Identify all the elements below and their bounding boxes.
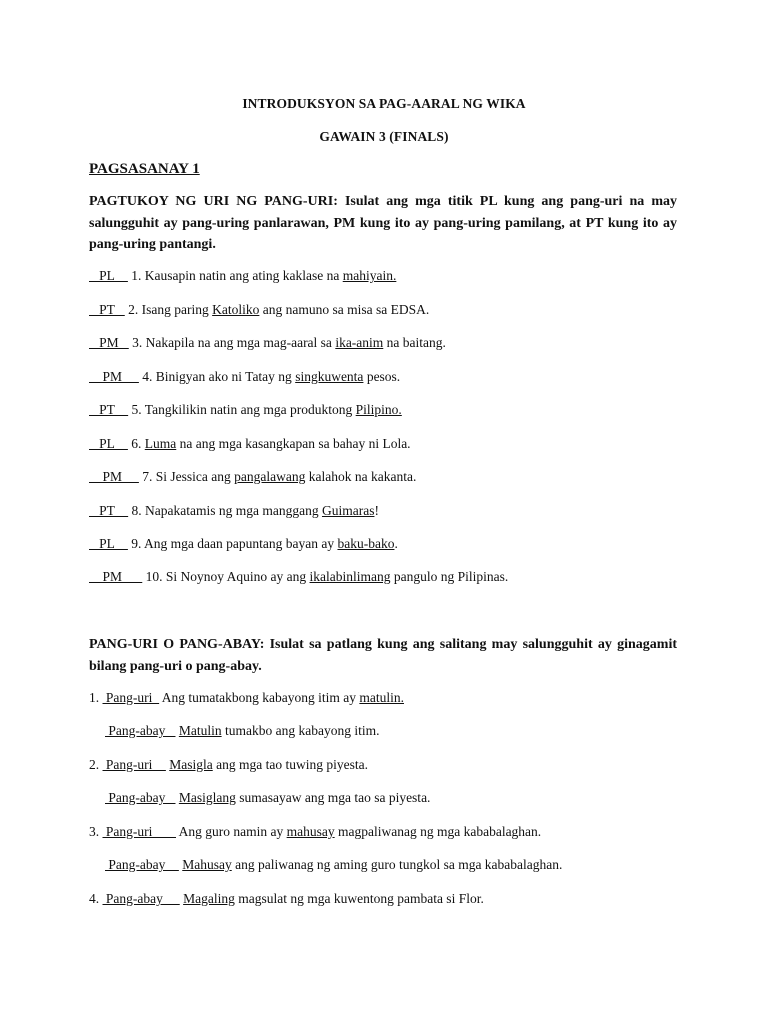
answer-blank: PL	[89, 268, 128, 283]
underlined-word: Guimaras	[321, 503, 375, 518]
part2-item-2b: Pang-abay Masiglang sumasayaw ang mga tao sa piyesta.	[105, 790, 431, 805]
section-heading: PAGSASANAY 1	[89, 161, 200, 177]
part1-item-2: PT 2. Isang paring Katoliko ang namuno sa misa sa EDSA.	[89, 302, 430, 317]
underlined-word: Luma	[144, 436, 177, 451]
part1-item-8: PT 8. Napakatamis ng mga manggang Guimaras!	[89, 503, 379, 518]
underlined-word: mahusay	[286, 824, 335, 839]
part1-item-4: PM 4. Binigyan ako ni Tatay ng singkuwenta pesos.	[89, 369, 401, 384]
part2-instruction: PANG-URI O PANG-ABAY: Isulat sa patlang kung ang salitang may salungguhit ay ginagamit bilang pang-uri o pang-abay.	[89, 637, 677, 674]
underlined-word: ika-anim	[335, 335, 384, 350]
underlined-word: Magaling	[183, 891, 235, 906]
answer-blank: Pang-abay	[102, 891, 180, 906]
document-subtitle: GAWAIN 3 (FINALS)	[319, 129, 449, 144]
item-number: 4.	[89, 891, 103, 906]
answer-blank: PM	[89, 469, 139, 484]
underlined-word: mahiyain.	[342, 268, 397, 283]
answer-blank: Pang-uri	[102, 824, 176, 839]
underlined-word: baku-bako	[337, 536, 395, 551]
part2-item-1a: 1. Pang-uri Ang tumatakbong kabayong itim ay matulin.	[89, 690, 404, 705]
answer-blank: PM	[89, 335, 129, 350]
answer-blank: Pang-abay	[105, 857, 179, 872]
underlined-word: Katoliko	[212, 302, 260, 317]
part2-item-3a: 3. Pang-uri Ang guro namin ay mahusay magpaliwanag ng mga kababalaghan.	[89, 824, 542, 839]
answer-blank: PL	[89, 436, 128, 451]
answer-blank: PM	[89, 569, 143, 584]
item-number: 2.	[89, 757, 103, 772]
document-title: INTRODUKSYON SA PAG-AARAL NG WIKA	[242, 96, 526, 111]
part1-item-10: PM 10. Si Noynoy Aquino ay ang ikalabinlimang pangulo ng Pilipinas.	[89, 569, 509, 584]
answer-blank: PT	[89, 302, 125, 317]
part2-item-4a: 4. Pang-abay Magaling magsulat ng mga kuwentong pambata si Flor.	[89, 891, 484, 906]
underlined-word: Matulin	[178, 723, 222, 738]
underlined-word: Mahusay	[182, 857, 232, 872]
part1-item-7: PM 7. Si Jessica ang pangalawang kalahok na kakanta.	[89, 469, 417, 484]
answer-blank: PT	[89, 503, 129, 518]
part2-item-2a: 2. Pang-uri Masigla ang mga tao tuwing piyesta.	[89, 757, 368, 772]
underlined-word: matulin.	[359, 690, 404, 705]
part1-item-3: PM 3. Nakapila na ang mga mag-aaral sa ika-anim na baitang.	[89, 335, 446, 350]
part2-item-1b: Pang-abay Matulin tumakbo ang kabayong itim.	[105, 723, 380, 738]
answer-blank: Pang-abay	[105, 723, 176, 738]
answer-blank: Pang-uri	[102, 690, 160, 705]
underlined-word: pangalawang	[234, 469, 306, 484]
part2-item-3b: Pang-abay Mahusay ang paliwanag ng aming guro tungkol sa mga kababalaghan.	[105, 857, 563, 872]
answer-blank: PM	[89, 369, 139, 384]
underlined-word: singkuwenta	[295, 369, 364, 384]
underlined-word: Pilipino.	[355, 402, 402, 417]
item-number: 1.	[89, 690, 103, 705]
answer-blank: Pang-uri	[102, 757, 166, 772]
answer-blank: Pang-abay	[105, 790, 176, 805]
part1-item-9: PL 9. Ang mga daan papuntang bayan ay baku-bako.	[89, 536, 398, 551]
part1-instruction: PAGTUKOY NG URI NG PANG-URI: Isulat ang mga titik PL kung ang pang-uri na may salungguhit ay pang-uring panlarawan, PM kung ito ay pang-uring pamilang, at PT kung ito ay pang-uring pantangi.	[89, 194, 677, 252]
underlined-word: Masigla	[169, 757, 213, 772]
underlined-word: ikalabinlimang	[309, 569, 391, 584]
part1-item-6: PL 6. Luma na ang mga kasangkapan sa bahay ni Lola.	[89, 436, 411, 451]
item-number: 3.	[89, 824, 103, 839]
underlined-word: Masiglang	[178, 790, 236, 805]
part1-item-5: PT 5. Tangkilikin natin ang mga produktong Pilipino.	[89, 402, 402, 417]
answer-blank: PT	[89, 402, 129, 417]
answer-blank: PL	[89, 536, 128, 551]
part1-item-1: PL 1. Kausapin natin ang ating kaklase na mahiyain.	[89, 268, 397, 283]
